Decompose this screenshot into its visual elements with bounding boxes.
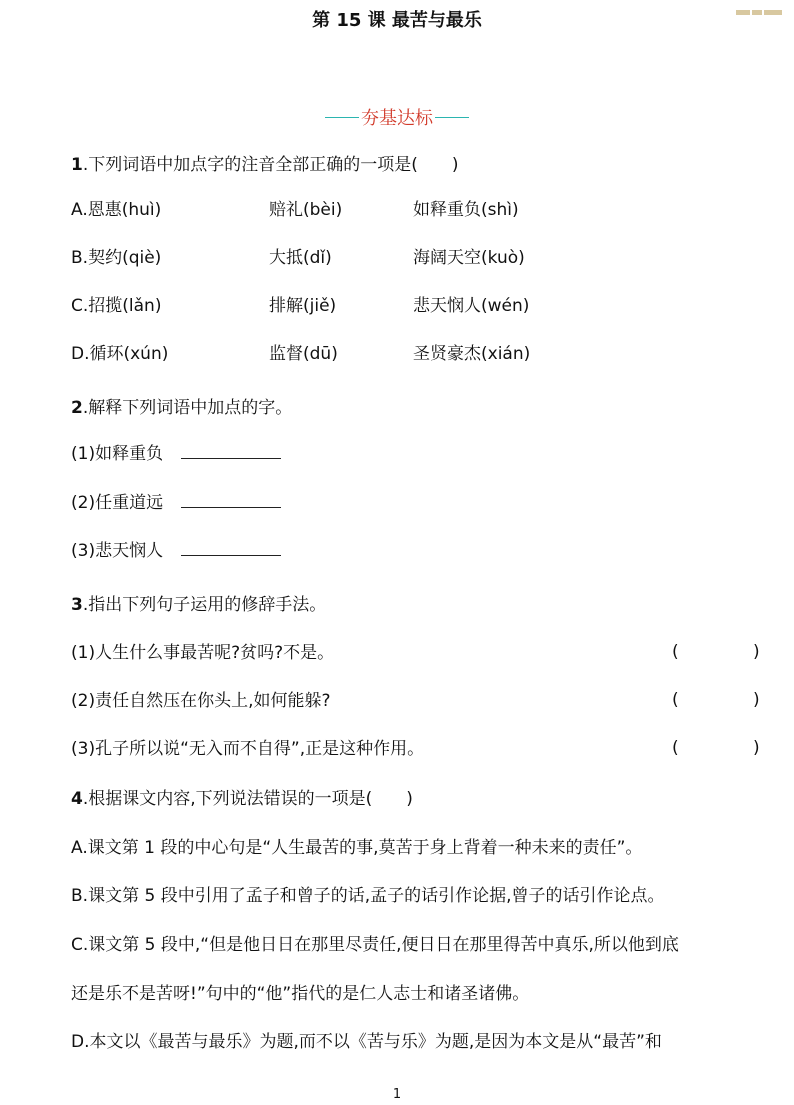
- q1-c-2: 排解(jiě): [269, 296, 337, 316]
- q4-option-c-line1: C.课文第 5 段中,“但是他日日在那里尽责任,便日日在那里得苦中真乐,所以他到底: [71, 935, 679, 955]
- q3-item-1: (1)人生什么事最苦呢?贫吗?不是。: [71, 643, 335, 663]
- page-number: 1: [392, 1087, 402, 1102]
- question-3-text: .指出下列句子运用的修辞手法。: [82, 595, 327, 615]
- section-line-left: [325, 117, 359, 118]
- page-title: 第 15 课 最苦与最乐: [312, 10, 482, 31]
- answer-blank[interactable]: [181, 539, 281, 556]
- q3-answer-open-1: (: [672, 642, 679, 662]
- q1-a-2: 赔礼(bèi): [269, 200, 343, 220]
- q1-a-3: 如释重负(shì): [413, 200, 519, 220]
- q1-d-1: D.循环(xún): [71, 344, 169, 364]
- question-2-number: 2: [71, 398, 83, 418]
- corner-watermark: [734, 0, 794, 8]
- q1-b-2: 大抵(dǐ): [269, 248, 332, 268]
- q2-item-3-label: (3)悲天悯人: [71, 541, 164, 561]
- q1-option-a: [71, 199, 771, 221]
- question-1-stem: [71, 154, 459, 176]
- question-2-text: .解释下列词语中加点的字。: [82, 398, 293, 418]
- q1-option-d: [71, 343, 771, 365]
- q3-answer-close-1: ): [753, 642, 760, 662]
- question-4-text: .根据课文内容,下列说法错误的一项是( ): [82, 789, 413, 809]
- question-1-text: .下列词语中加点字的注音全部正确的一项是( ): [82, 155, 459, 175]
- q1-d-3: 圣贤豪杰(xián): [413, 344, 531, 364]
- q1-b-1: B.契约(qiè): [71, 248, 162, 268]
- q4-option-d: D.本文以《最苦与最乐》为题,而不以《苦与乐》为题,是因为本文是从“最苦”和: [71, 1032, 662, 1052]
- q1-a-1: A.恩惠(huì): [71, 200, 162, 220]
- q1-d-2: 监督(dū): [269, 344, 338, 364]
- section-label: 夯基达标: [361, 108, 433, 129]
- question-1-number: 1: [71, 155, 83, 175]
- question-4-number: 4: [71, 789, 83, 809]
- q1-c-3: 悲天悯人(wén): [413, 296, 530, 316]
- q3-item-3: (3)孔子所以说“无入而不自得”,正是这种作用。: [71, 739, 425, 759]
- q4-option-b: B.课文第 5 段中引用了孟子和曾子的话,孟子的话引作论据,曾子的话引作论点。: [71, 886, 665, 906]
- q2-item-1-label: (1)如释重负: [71, 444, 164, 464]
- answer-blank[interactable]: [181, 491, 281, 508]
- q4-option-a: A.课文第 1 段的中心句是“人生最苦的事,莫苦于身上背着一种未来的责任”。: [71, 838, 643, 858]
- section-heading: [0, 104, 794, 130]
- q1-option-c: [71, 295, 771, 317]
- q3-answer-open-2: (: [672, 690, 679, 710]
- q3-answer-open-3: (: [672, 738, 679, 758]
- section-line-right: [435, 117, 469, 118]
- question-2-stem: [71, 397, 292, 419]
- q2-item-2-label: (2)任重道远: [71, 493, 164, 513]
- q4-option-c-line2: 还是乐不是苦呀!”句中的“他”指代的是仁人志士和诸圣诸佛。: [71, 984, 530, 1004]
- question-3-stem: [71, 594, 326, 616]
- q3-answer-close-2: ): [753, 690, 760, 710]
- q3-item-2: (2)责任自然压在你头上,如何能躲?: [71, 691, 331, 711]
- question-3-number: 3: [71, 595, 83, 615]
- q1-c-1: C.招揽(lǎn): [71, 296, 162, 316]
- q2-item-1: [71, 442, 281, 465]
- q3-answer-close-3: ): [753, 738, 760, 758]
- q1-b-3: 海阔天空(kuò): [413, 248, 525, 268]
- q2-item-2: [71, 491, 281, 514]
- answer-blank[interactable]: [181, 442, 281, 459]
- question-4-stem: [71, 788, 413, 810]
- q2-item-3: [71, 539, 281, 562]
- q1-option-b: [71, 247, 771, 269]
